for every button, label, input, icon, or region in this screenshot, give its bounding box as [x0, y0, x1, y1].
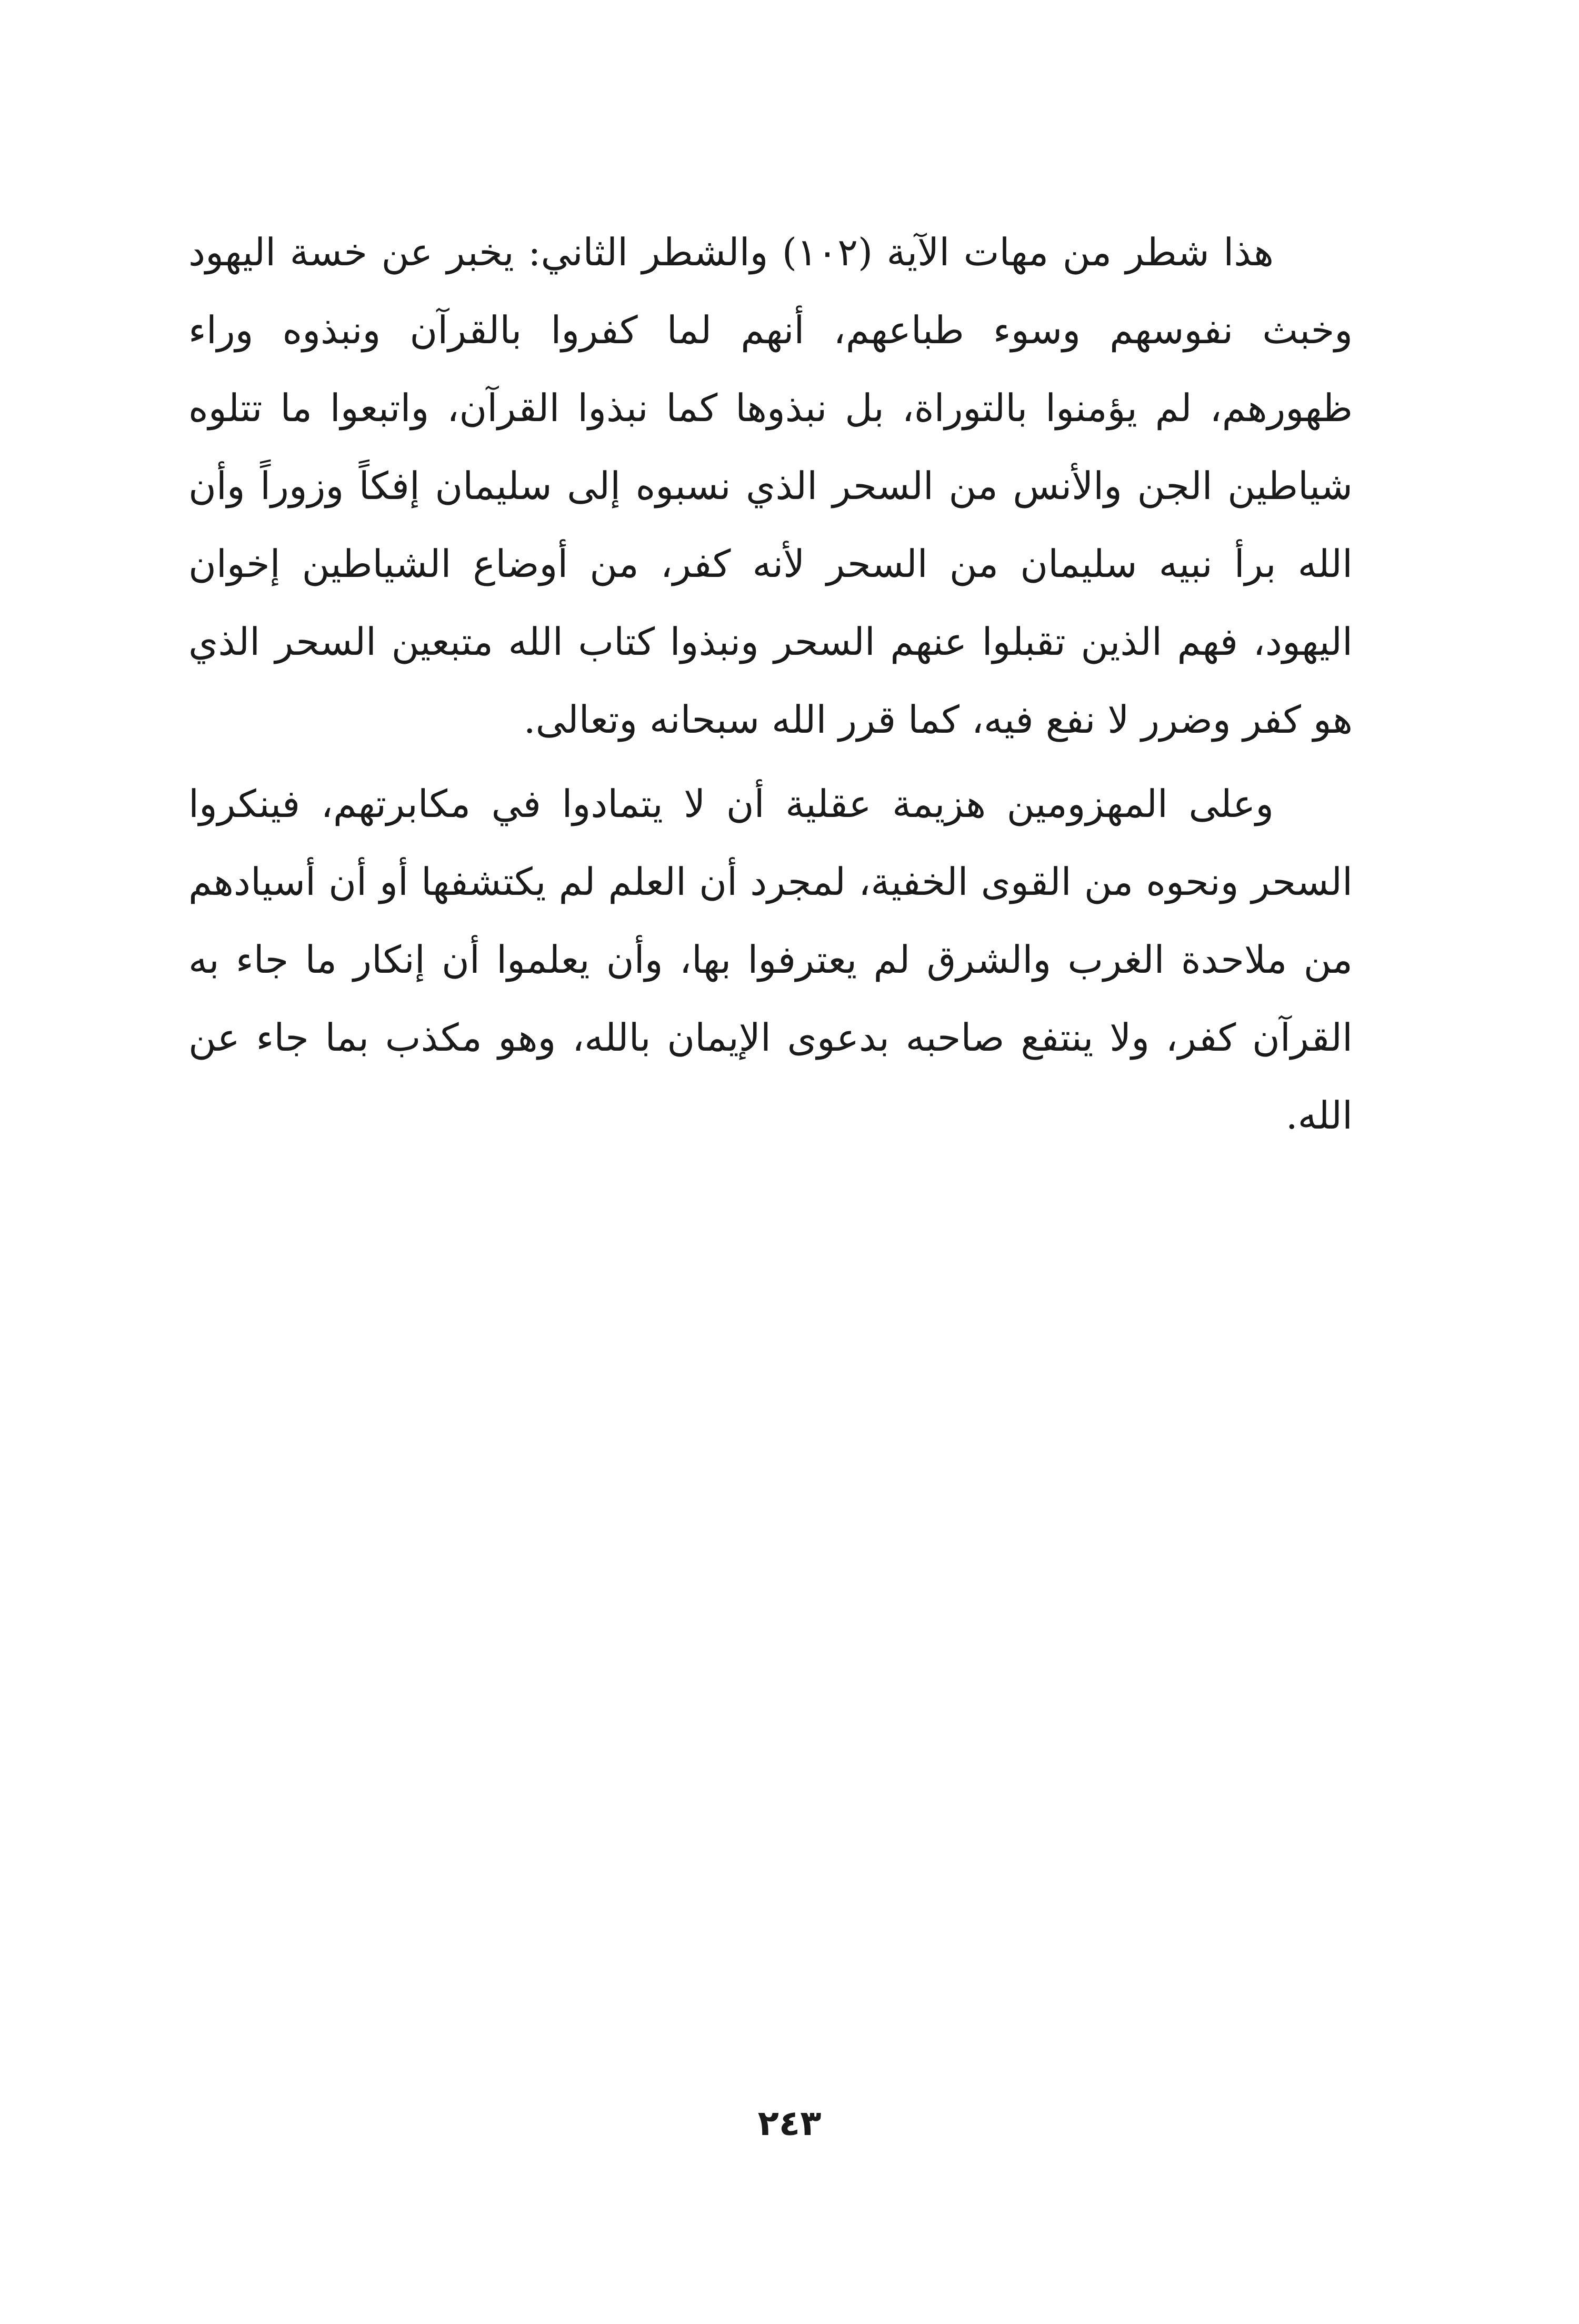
- page-number: ٢٤٣: [757, 2103, 822, 2143]
- paragraph-2: وعلى المهزومين هزيمة عقلية أن لا يتمادوا في مكابرتهم، فينكروا السحر ونحوه من القوى الخفية، لمجرد أن العلم لم يكتشفها أو أن أسيادهم من ملاحدة الغرب والشرق لم يعترفوا بها، وأن يعلموا أن إنكار ما جاء به القرآن كفر، ولا ينتفع صاحبه بدعوى الإيمان بالله، وهو مكذب بما جاء عن الله.: [188, 782, 1353, 1138]
- body-text: [188, 213, 1353, 1154]
- paragraph-1: هذا شطر من مهات الآية (١٠٢) والشطر الثاني: يخبر عن خسة اليهود وخبث نفوسهم وسوء طباعهم، أنهم لما كفروا بالقرآن ونبذوه وراء ظهورهم، لم يؤمنوا بالتوراة، بل نبذوها كما نبذوا القرآن، واتبعوا ما تتلوه شياطين الجن والأنس من السحر الذي نسبوه إلى سليمان إفكاً وزوراً وأن الله برأ نبيه سليمان من السحر لأنه كفر، من أوضاع الشياطين إخوان اليهود، فهم الذين تقبلوا عنهم السحر ونبذوا كتاب الله متبعين السحر الذي هو كفر وضرر لا نفع فيه، كما قرر الله سبحانه وتعالى.: [188, 230, 1353, 742]
